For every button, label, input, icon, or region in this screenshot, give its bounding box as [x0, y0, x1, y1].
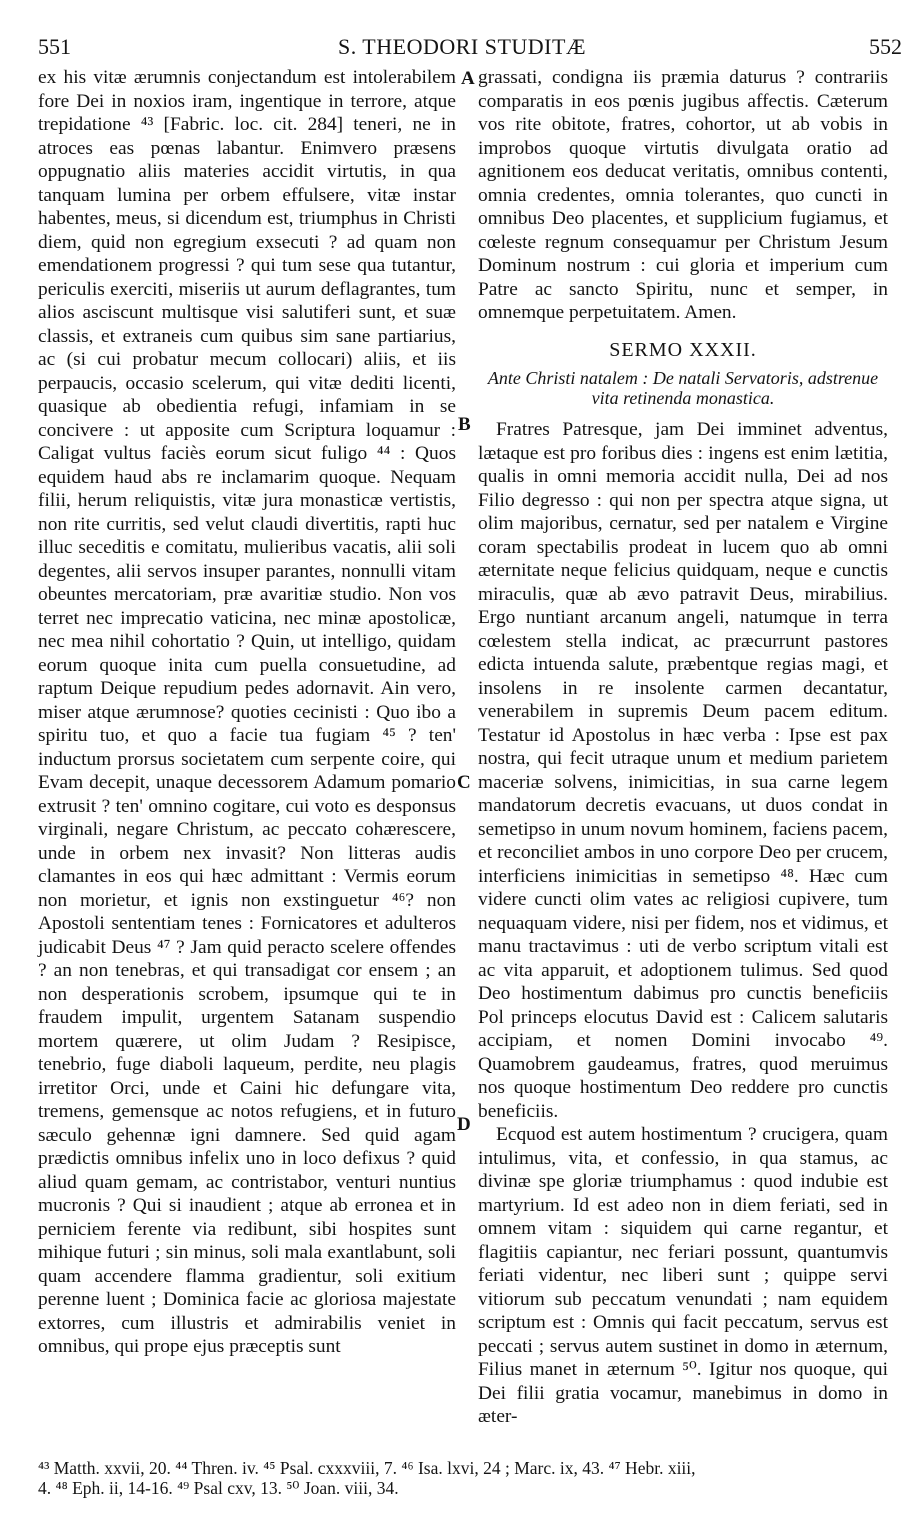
footnotes: [38, 1458, 906, 1498]
right-paragraph-1: grassati, condigna iis præmia daturus ? contrariis comparatis in eos pœnis jugibus affectis. Cæterum vos rite obitote, fratres, cohortor, ut ab vobis in improbos quoque virtutis divulgata oratio ad agnitionem eos deducat veritatis, omnibus contenti, omnia credentes, omnia tolerantes, quo cuncti in omnibus Deo placentes, et supplicium fugiamus, et cœleste regnum consequamur per Christum Jesum Dominum nostrum : cui gloria et imperium cum Patre ac sancto Spiritu, nunc et semper, in omnemque perpetuitatem. Amen.: [478, 67, 888, 323]
sermo-subtitle: Ante Christi natalem : De natali Servatoris, adstrenue vita retinenda monastica.: [487, 368, 879, 408]
margin-marker-d: D: [457, 1114, 471, 1135]
left-column: [38, 66, 456, 1359]
sermo-title: SERMO XXXII.: [609, 338, 757, 361]
page-number-left: 551: [38, 34, 71, 59]
margin-marker-a: A: [461, 68, 475, 89]
margin-marker-b: B: [458, 414, 471, 435]
right-paragraph-2: Fratres Patresque, jam Dei imminet adventus, lætaque est pro foribus dies : ingens est enim lætitia, qualis in omni memoria accidit nulla, Dei ad nos Filio degresso : qui non per spectra atque signa, ut olim majoribus, cernatur, sed per natalem e Virgine coram spectabilis prodeat in lucem quo ab omni æternitate neque felicius quidquam, neque e cunctis miraculis, quæ ab ævo patravit Deus, mirabilius. Ergo nuntiant arcanum angeli, natumque in terra cœlestem stella indicat, ac præcurrunt pastores edicta intuenda salute, præbentque regias magi, et insolens in re insolente carmen decantatur, venerabilem in supremis Deum pacem editum. Testatur id Apostolus in hæc verba : Ipse est pax nostra, qui fecit utraque unum et medium parietem maceriæ solvens, inimicitias, in sua carne legem mandatorum decretis evacuans, ut duos condat in semetipso in unum novum hominem, faciens pacem, et reconciliet ambos in uno corpore Deo per crucem, interficiens inimicitias in semetipso ⁴⁸. Hæc cum videre cuncti olim vates ac religiosi cupivere, tum nequaquam videre, nisi per fidem, nos et vidimus, et manu tractavimus : uti de verbo scriptum vitali est ac vita apparuit, et adoptionem tulimus. Sed quod Deo hostimentum dabimus pro cunctis beneficiis Pol princeps elocutus David est : Calicem salutaris accipiam, et nomen Domini invocabo ⁴⁹. Quamobrem gaudeamus, fratres, quod meruimus nos quoque hostimentum Deo reddere pro cunctis beneficiis.: [478, 419, 888, 1122]
left-paragraph: ex his vitæ ærumnis conjectandum est intolerabilem fore Dei in noxios iram, ingentique in terrore, atque trepidatione ⁴³ [Fabric. loc. cit. 284] teneri, ne in atroces eas pœnas labantur. Enimvero præsens oppugnatio aliis materies accidit virtutis, in qua tanquam lumina per orbem effulsere, vitæ instar habentes, meus, si dicendum est, triumphus in Christi diem, quid non egregium exsecuti ? ad quam non emendationem progressi ? qui tum sese qua tutantur, periculis exerciti, miseriis ut aurum deflagrantes, tum alios asciscunt multisque visi salutiferi sunt, et suæ classis, et extraneis cum quibus sim sane partiarius, ac (si cui probatur mecum collocari) aliis, et iis perpaucis, occasio scelerum, qui vitæ dediti licenti, quasique ab obedientia refugi, infamiam in se concivere : ut apposite cum Scriptura loquamur : Caligat vultus faciès eorum sicut fuligo ⁴⁴ : Quos equidem haud abs re inclamarim quoque. Nequam filii, herum reliquistis, vitæ jura monasticæ vertistis, non rite curritis, sed velut claudi divertitis, rapti huc illuc seceditis e comitatu, mulieribus vacatis, alii soli degentes, alii servos insuper parantes, nonnulli vitam obeuntes mercatoriam, præ avaritiæ studio. Non vos terret nec imprecatio vaticina, nec minæ apostolicæ, nec mea nihil cohortatio ? Quin, ut intelligo, quidam eorum quoque inita cum puella consuetudine, ad raptum Deique repudium pedes adornavit. Ain vero, miser atque ærumnose? quoties cecinisti : Quo ibo a spiritu tuo, et quo a facie tua fugiam ⁴⁵ ? ten' inductum prorsus societatem cum serpente coire, qui Evam decepit, unaque decessorem Adamum pomario extrusit ? ten' omnino cogitare, cui voto es desponsus virginali, negare Christum, ac peccato cohærescere, unde in orbem nex invasit? Non litteras audis clamantes in eos qui hæc admittant : Vermis eorum non morietur, et ignis non exstinguetur ⁴⁶? non Apostoli sententiam tenes : Fornicatores et adulteros judicabit Deus ⁴⁷ ? Jam quid peracto scelere offendes ? an non tenebras, et qui transadigat cor ensem ; an non desperationis scrobem, ipsumque qui te in fraudem impulit, urgentem Satanam suspendio mortem quærere, ut olim Judam ? Resipisce, tenebrio, fuge diaboli laqueum, perdite, neu plagis irretitor Orci, unde et Caini hic defungare vita, tremens, gemensque ac notos refugiens, et in futuro sæculo gehennæ igni damnere. Sed quid agam prædictis omnibus infelix uno in loco defixus ? quid aliud quam gemam, ac contristabor, venturi nuntius mucronis ? Qui si inaudient ; atque ab erronea et in perniciem ferente via redibunt, sibi hospites sunt mihique futuri ; sin minus, soli mala exantlabunt, soli quam accendere flamma gradientur, soli exitium perenne luent ; Dominica facie ac gloriosa majestate extorres, cum illustris et admirabilis veniet in omnibus, qui prope ejus præceptis sunt: [38, 67, 456, 1357]
running-title: S. THEODORI STUDITÆ: [337, 34, 587, 59]
page-header: [0, 34, 924, 62]
footnote-line-1: ⁴³ Matth. xxvii, 20. ⁴⁴ Thren. iv. ⁴⁵ Psal. cxxxviii, 7. ⁴⁶ Isa. lxvi, 24 ; Marc. ix, 43. ⁴⁷ Hebr. xiii,: [38, 1458, 696, 1478]
margin-marker-c: C: [457, 772, 471, 793]
right-paragraph-3: Ecquod est autem hostimentum ? crucigera, quam intulimus, vita, et confessio, in qua stamus, ac divinæ spe gloriæ triumphamus : quod indubie est martyrium. Id est adeo non in diem feriati, sed in omnem vitam : siquidem qui carne regantur, et flagitiis capiantur, nec feriari possunt, quantumvis feriati videntur, nec liberi sunt ; quippe servi vitiorum sub peccatum venundati ; nam equidem scriptum est : Omnis qui facit peccatum, servus est peccati ; servus autem sustinet in domo in æternum, Filius manet in æternum ⁵⁰. Igitur nos quoque, qui Dei filii gratia vocamur, manebimus in domo in æter-: [478, 1124, 888, 1427]
footnote-line-2: 4. ⁴⁸ Eph. ii, 14-16. ⁴⁹ Psal cxv, 13. ⁵⁰ Joan. viii, 34.: [38, 1478, 399, 1498]
page-number-right: 552: [869, 34, 902, 59]
right-column: [478, 66, 888, 1429]
